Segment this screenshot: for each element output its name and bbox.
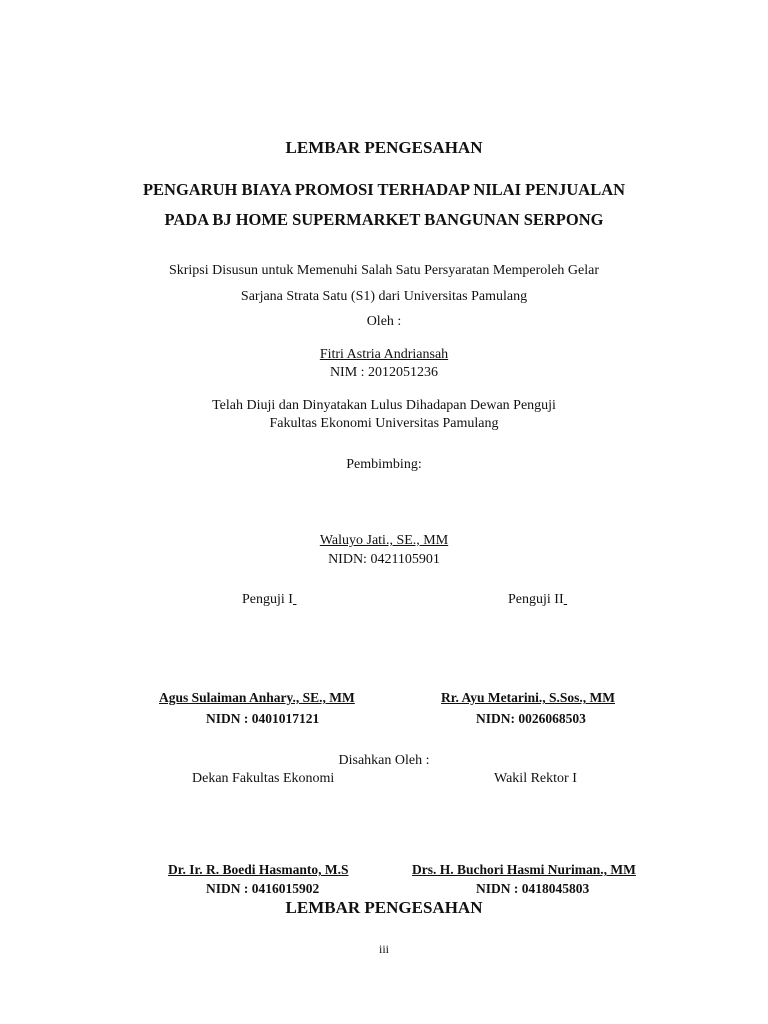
statement-line-2: Fakultas Ekonomi Universitas Pamulang [269, 416, 499, 431]
statement-line-1: Telah Diuji dan Dinyatakan Lulus Dihadapan Dewan Penguji [212, 398, 556, 413]
author-nim: NIM : 2012051236 [329, 365, 439, 380]
intro-line-2: Sarjana Strata Satu (S1) dari Universitas Pamulang [240, 289, 528, 304]
intro-by: Oleh : [366, 314, 402, 329]
supervisor-name: Waluyo Jati., SE., MM [319, 533, 449, 548]
page-title-repeat: LEMBAR PENGESAHAN [285, 898, 483, 917]
supervisor-label: Pembimbing: [346, 457, 422, 472]
examiner-2-nidn: NIDN: 0026068503 [476, 711, 586, 726]
examiner-1-name: Agus Sulaiman Anhary., SE., MM [159, 690, 355, 705]
ratification-label: Disahkan Oleh : [338, 753, 430, 768]
dean-nidn: NIDN : 0416015902 [206, 881, 320, 896]
intro-line-1: Skripsi Disusun untuk Memenuhi Salah Satu Persyaratan Memperoleh Gelar [168, 263, 600, 278]
thesis-title-line-1: PENGARUH BIAYA PROMOSI TERHADAP NILAI PENJUALAN [142, 180, 626, 199]
dean-name: Dr. Ir. R. Boedi Hasmanto, M.S [168, 862, 349, 877]
examiner-1-label: Penguji I [242, 592, 293, 607]
examiner-2-label: Penguji II [508, 592, 564, 607]
vice-rector-nidn: NIDN : 0418045803 [476, 881, 590, 896]
author-name: Fitri Astria Andriansah [319, 347, 449, 362]
examiner-2-label-wrap [508, 592, 567, 608]
examiner-1-nidn: NIDN : 0401017121 [206, 711, 320, 726]
dean-role: Dekan Fakultas Ekonomi [192, 771, 335, 786]
page-title: LEMBAR PENGESAHAN [285, 138, 483, 157]
examiner-1-signature-line [293, 592, 297, 607]
page-number: iii [378, 942, 389, 956]
author-name-wrap [0, 347, 768, 363]
supervisor-nidn: NIDN: 0421105901 [328, 552, 440, 567]
thesis-title-line-2: PADA BJ HOME SUPERMARKET BANGUNAN SERPONG [164, 210, 604, 229]
vice-rector-name: Drs. H. Buchori Hasmi Nuriman., MM [412, 862, 636, 877]
examiner-2-signature-line [564, 592, 568, 607]
examiner-2-name: Rr. Ayu Metarini., S.Sos., MM [441, 690, 615, 705]
supervisor-name-wrap [0, 533, 768, 549]
examiner-1-label-wrap [242, 592, 296, 608]
vice-rector-role: Wakil Rektor I [494, 771, 577, 786]
